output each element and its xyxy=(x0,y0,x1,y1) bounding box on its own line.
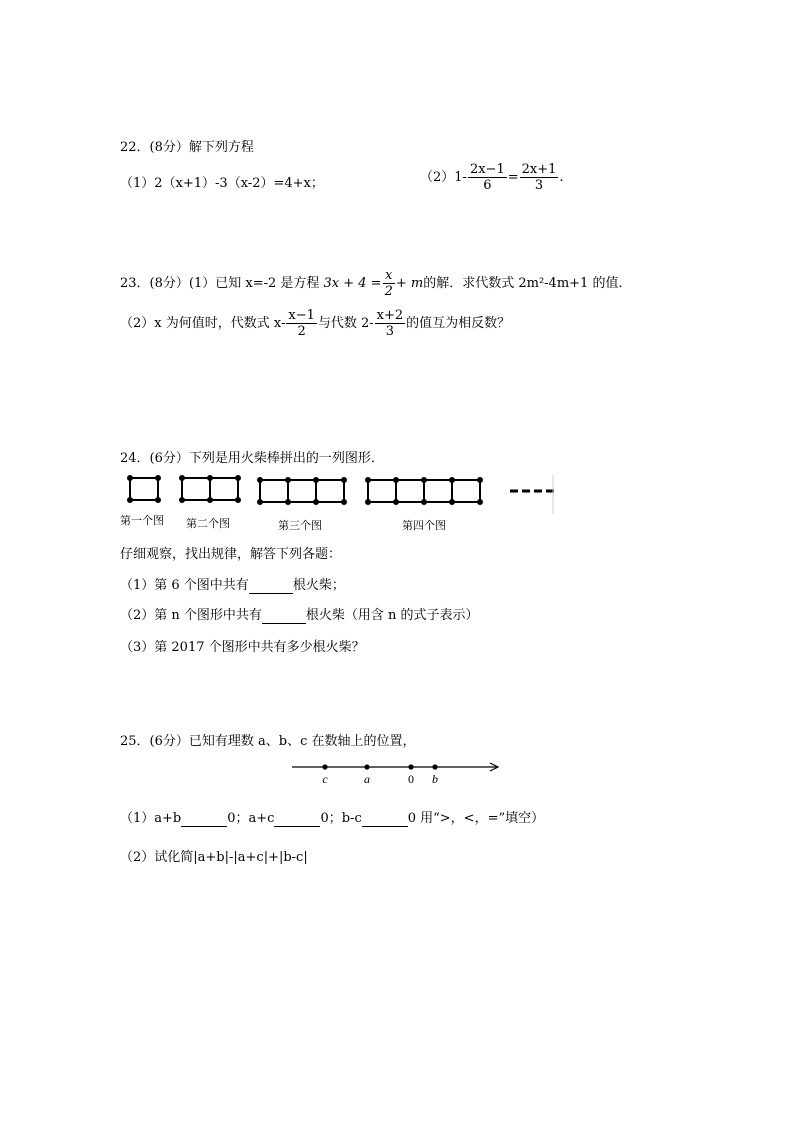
q23-p2-a: （2）x 为何值时，代数式 x- xyxy=(120,316,286,331)
point-0 xyxy=(408,764,413,769)
q24-title: 24．(6分）下列是用火柴棒拼出的一列图形． xyxy=(120,451,384,466)
q22-fraction-1 xyxy=(468,162,507,193)
q25-p1-c: 0；b-c xyxy=(320,811,362,826)
q22-part1: （1）2（x+1）-3（x-2）=4+x； xyxy=(120,176,324,191)
q25-p1-b: 0；a+c xyxy=(227,811,275,826)
q23-fraction-2 xyxy=(375,308,406,339)
fraction-denominator: 2 xyxy=(297,324,306,339)
figure-caption-3: 第三个图 xyxy=(278,519,322,532)
q24-part3: （3）第 2017 个图形中共有多少根火柴？ xyxy=(120,640,365,655)
q24-instruction: 仔细观察，找出规律，解答下列各题： xyxy=(120,547,342,562)
label-c: c xyxy=(322,772,328,786)
q23-eq-left: 3x + 4 = xyxy=(323,276,382,291)
point-c xyxy=(322,764,327,769)
answer-blank[interactable] xyxy=(249,578,293,594)
q22-equals: = xyxy=(507,170,519,185)
matchstick-figure-4 xyxy=(366,478,482,504)
fraction-numerator: 2x−1 xyxy=(469,162,505,177)
fraction-numerator: x−1 xyxy=(288,308,315,323)
q24-part2 xyxy=(120,604,479,624)
q23-head: 23．(8分）(1）已知 x=-2 是方程 xyxy=(120,276,324,291)
q23-p2-b: 与代数 2- xyxy=(317,316,374,331)
matchstick-figure-3 xyxy=(258,478,346,504)
figure-caption-4: 第四个图 xyxy=(402,519,446,532)
q23-eq-right: + m xyxy=(395,276,424,291)
q23-part1 xyxy=(120,268,631,299)
q25-part2: （2）试化简|a+b|-|a+c|+|b-c| xyxy=(120,850,308,865)
q24-p1-text: （1）第 6 个图中共有 xyxy=(120,578,249,593)
answer-blank[interactable] xyxy=(362,811,408,827)
q23-tail: 的解．求代数式 2m²-4m+1 的值． xyxy=(423,276,632,291)
fraction-denominator: 3 xyxy=(534,178,544,193)
q24-p2-text: （2）第 n 个图形中共有 xyxy=(120,608,262,623)
fraction-denominator: 3 xyxy=(385,324,395,339)
fraction-numerator: x+2 xyxy=(376,308,404,323)
q24-part1 xyxy=(120,574,345,594)
figure-caption-2: 第二个图 xyxy=(186,517,230,530)
q24-p2-tail: 根火柴（用含 n 的式子表示） xyxy=(305,608,479,623)
q22-title: 22．(8分）解下列方程 xyxy=(120,140,254,155)
point-b xyxy=(432,764,437,769)
q22-part2-lead: 1- xyxy=(454,170,467,185)
matchstick-figure-1 xyxy=(128,476,160,502)
point-a xyxy=(364,764,369,769)
q25-p1-d: 0 用“>，<，=”填空） xyxy=(407,811,545,826)
answer-blank[interactable] xyxy=(274,811,320,827)
q23-fraction xyxy=(383,268,395,299)
answer-blank[interactable] xyxy=(262,608,306,624)
q23-part2 xyxy=(120,308,510,339)
q22-part2 xyxy=(420,162,564,193)
q23-fraction-1 xyxy=(286,308,317,339)
label-a: a xyxy=(364,772,370,786)
q22-fraction-2 xyxy=(520,162,559,193)
label-0: 0 xyxy=(408,772,414,786)
fraction-denominator: 6 xyxy=(483,178,492,193)
q25-part1 xyxy=(120,807,544,827)
q22-part2-label: （2） xyxy=(420,170,455,185)
number-line xyxy=(290,757,505,787)
figure-caption-1: 第一个图 xyxy=(120,514,164,527)
fraction-numerator: x xyxy=(383,268,395,284)
q23-p2-c: 的值互为相反数？ xyxy=(406,316,511,331)
matchstick-figure-2 xyxy=(180,476,240,502)
fraction-denominator: 2 xyxy=(384,284,393,299)
q25-title: 25．(6分）已知有理数 a、b、c 在数轴上的位置， xyxy=(120,734,416,749)
label-b: b xyxy=(432,772,438,786)
q25-p1-a: （1）a+b xyxy=(120,811,182,826)
matchstick-figures xyxy=(110,470,570,516)
fraction-numerator: 2x+1 xyxy=(521,162,557,177)
q24-p1-tail: 根火柴； xyxy=(292,578,345,593)
q22-tail: . xyxy=(559,170,564,185)
answer-blank[interactable] xyxy=(181,811,227,827)
